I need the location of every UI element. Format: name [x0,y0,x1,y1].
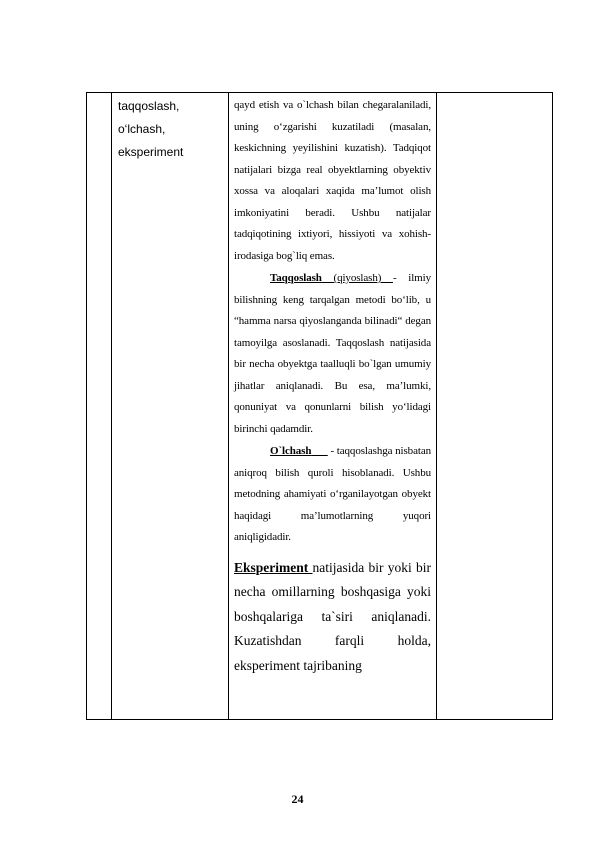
column-divider [436,93,437,719]
term-heading: Eksperiment [234,559,313,575]
paragraph-observation: qayd etish va o`lchash bilan chegaralaniladi, uning o‘zgarishi kuzatiladi (masalan, keskichning yeyilishini kuzatish). Tadqiqot natijalari bizga real obyektlarning obyektiv xossa va aloqalari xaqida ma’lumot olish imkoniyatini beradi. Ushbu natijalar tadqiqotining ixtiyori, hissiyoti va xohish-irodasiga bog`liq emas. [234,99,431,262]
term-synonym: (qiyoslash) [321,272,393,284]
description-cell [234,95,431,678]
term-item: taqqoslash, [118,99,180,113]
term-heading: Taqqoslash [270,272,322,284]
term-underline-gap [311,445,327,457]
term-item: eksperiment [118,145,184,159]
paragraph-comparison [234,268,431,440]
content-table [86,92,553,720]
term-heading: O`lchash [270,445,312,457]
paragraph-text: - ilmiy bilishning keng tarqalgan metodi bo‘lib, u “hamma narsa qiyoslanganda bilinadi“ degan tamoyilga asoslanadi. Taqqoslash natijasida bir necha obyektga taalluqli bo`lgan umumiy jihatlar aniqlanadi. Bu esa, ma’lumki, qonuniyat va qonunlarni bilish yo‘lidagi birinchi qadamdir. [234,272,431,435]
term-item: o‘lchash, [118,122,166,136]
paragraph-experiment [234,556,431,679]
terms-cell [118,95,222,164]
column-divider [228,93,229,719]
column-divider [111,93,112,719]
paragraph-text: - taqqoslashga nisbatan aniqroq bilish quroli hisoblanadi. Ushbu metodning ahamiyati o‘rganilayotgan obyekt haqidagi ma’lumotlarning yuqori aniqligidadir. [234,445,431,543]
paragraph-measurement [234,441,431,549]
paragraph-text: natijasida bir yoki bir necha omillarning boshqasiga yoki boshqalariga ta`siri aniqlanadi. Kuzatishdan farqli holda, eksperiment tajribaning [234,559,432,673]
page-number: 24 [291,792,304,806]
